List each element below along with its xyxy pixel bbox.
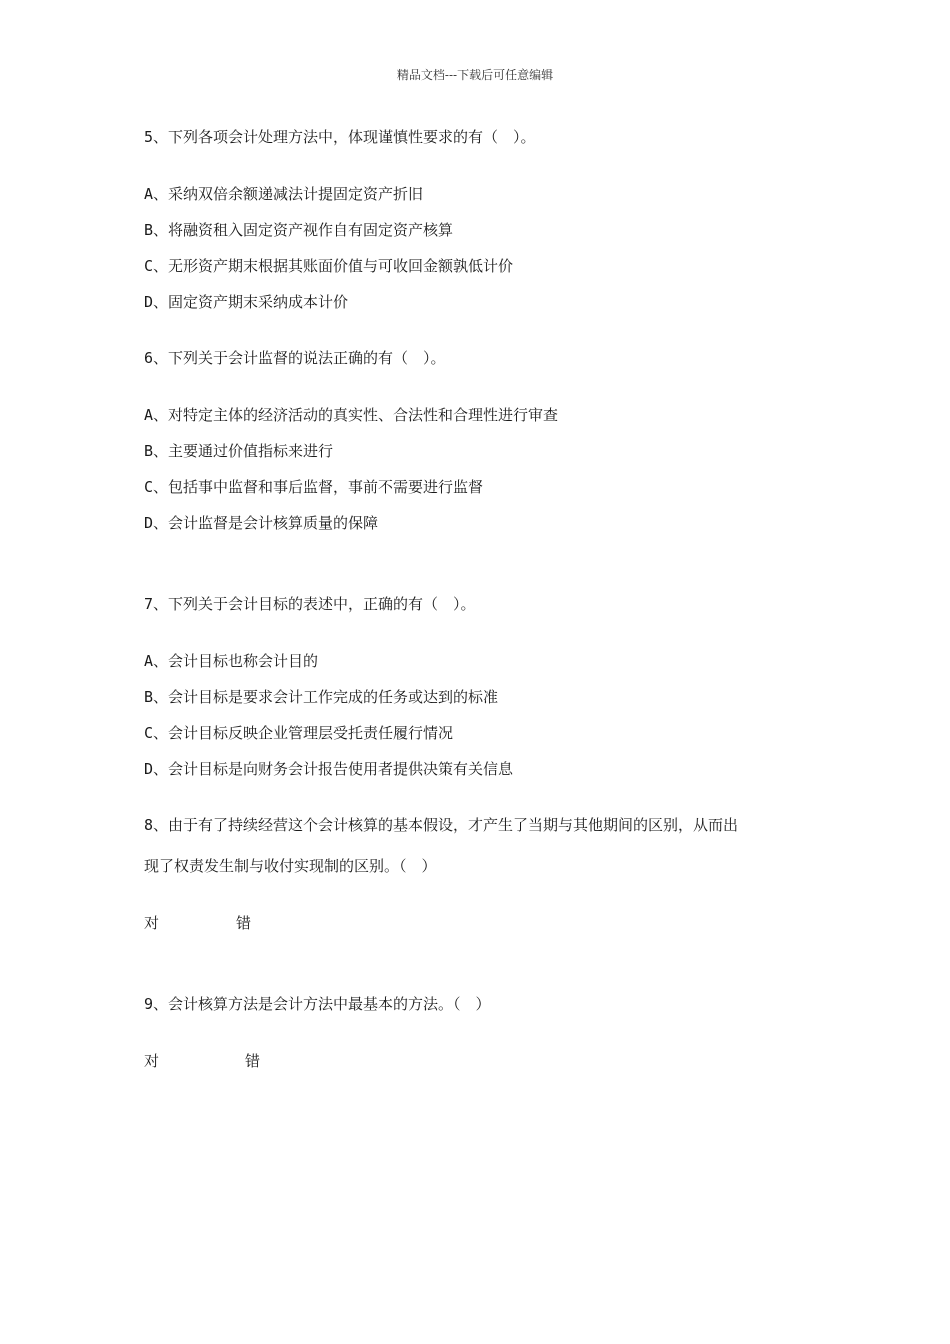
page-header: 精品文档---下载后可任意编辑: [396, 68, 554, 82]
question-5-option-a: A、采纳双倍余额递减法计提固定资产折旧: [144, 185, 424, 203]
question-5-option-b: B、将融资租入固定资产视作自有固定资产核算: [144, 221, 454, 239]
question-9-stem: 9、会计核算方法是会计方法中最基本的方法。（ ）: [144, 995, 491, 1013]
question-5-option-c: C、无形资产期末根据其账面价值与可收回金额孰低计价: [144, 257, 514, 275]
question-7-option-a: A、会计目标也称会计目的: [144, 652, 319, 670]
question-6-stem: 6、下列关于会计监督的说法正确的有（ ）。: [144, 349, 446, 367]
question-9-false: 错: [245, 1052, 261, 1070]
question-7-stem: 7、下列关于会计目标的表述中，正确的有（ ）。: [144, 595, 476, 613]
question-8-false: 错: [236, 914, 252, 932]
question-6-option-b: B、主要通过价值指标来进行: [144, 442, 334, 460]
question-6-option-c: C、包括事中监督和事后监督，事前不需要进行监督: [144, 478, 484, 496]
question-8-stem-line-2: 现了权责发生制与收付实现制的区别。（ ）: [144, 857, 437, 875]
question-6-option-a: A、对特定主体的经济活动的真实性、合法性和合理性进行审查: [144, 406, 559, 424]
question-6-option-d: D、会计监督是会计核算质量的保障: [144, 514, 379, 532]
question-7-option-c: C、会计目标反映企业管理层受托责任履行情况: [144, 724, 454, 742]
question-8-stem-line-1: 8、由于有了持续经营这个会计核算的基本假设，才产生了当期与其他期间的区别，从而出: [144, 816, 739, 834]
question-9-true: 对: [144, 1052, 160, 1070]
question-8-true: 对: [144, 914, 160, 932]
question-7-option-b: B、会计目标是要求会计工作完成的任务或达到的标准: [144, 688, 499, 706]
question-5-stem: 5、下列各项会计处理方法中，体现谨慎性要求的有（ ）。: [144, 128, 536, 146]
question-5-option-d: D、固定资产期末采纳成本计价: [144, 293, 349, 311]
question-7-option-d: D、会计目标是向财务会计报告使用者提供决策有关信息: [144, 760, 514, 778]
